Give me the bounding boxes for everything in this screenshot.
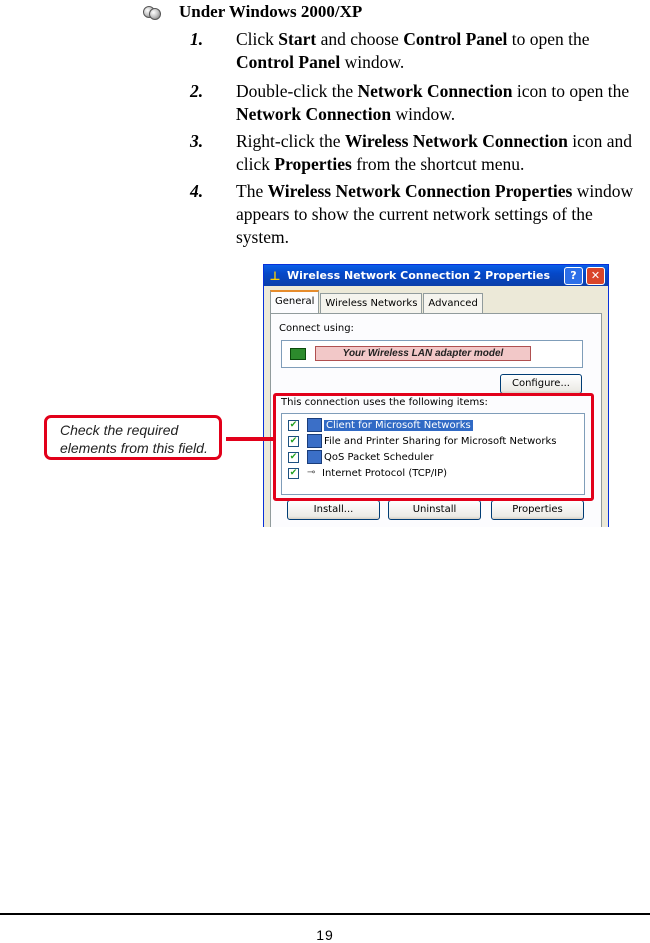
step-number: 2.	[190, 81, 204, 101]
network-connection-icon: ⊥	[269, 268, 281, 283]
bold-term: Network Connection	[236, 104, 392, 124]
items-list-label: This connection uses the following items:	[281, 397, 488, 408]
step-3	[190, 130, 635, 176]
step-2	[190, 80, 635, 126]
checkbox[interactable]: ✔	[289, 435, 298, 446]
step-text	[236, 180, 635, 249]
bold-term: Properties	[274, 154, 352, 174]
step-text-run: The	[236, 181, 268, 201]
step-1	[190, 28, 635, 74]
highlight-box	[273, 393, 594, 501]
checkbox[interactable]: ✔	[289, 451, 298, 462]
step-text-run: to open the	[507, 29, 590, 49]
bold-term: Control Panel	[236, 52, 341, 72]
footer-rule	[0, 913, 650, 915]
step-number: 4.	[190, 181, 204, 201]
section-heading	[143, 2, 362, 22]
step-text	[236, 130, 635, 176]
configure-button[interactable]: Configure...	[500, 374, 582, 394]
checkbox[interactable]: ✔	[289, 419, 298, 430]
help-button[interactable]: ?	[564, 267, 583, 285]
protocol-icon: ⊸	[307, 467, 316, 478]
step-number: 1.	[190, 29, 204, 49]
double-ball-bullet-icon	[143, 5, 161, 19]
bold-term: Start	[278, 29, 317, 49]
step-text-run: Click	[236, 29, 279, 49]
step-text-run: window appears to show the current network settings of the system.	[236, 181, 634, 247]
item-label: Internet Protocol (TCP/IP)	[322, 467, 448, 479]
tab-advanced[interactable]: Advanced	[423, 293, 482, 314]
step-text-run: and choose	[316, 29, 404, 49]
dialog-titlebar	[264, 265, 608, 286]
bold-term: Wireless Network Connection	[344, 131, 568, 151]
callout-note: Check the required elements from this field.	[44, 415, 222, 460]
callout-connector	[226, 437, 276, 441]
dialog-title: Wireless Network Connection 2 Properties	[287, 269, 551, 282]
adapter-field	[281, 340, 583, 368]
page-number: 19	[316, 927, 334, 943]
step-text-run: icon and click	[236, 131, 632, 174]
section-heading-text: Under Windows 2000/XP	[179, 2, 363, 21]
adapter-name: Your Wireless LAN adapter model	[315, 346, 531, 361]
step-text-run: window.	[391, 104, 456, 124]
connect-using-label: Connect using:	[279, 323, 354, 334]
step-text	[236, 28, 635, 74]
uninstall-button[interactable]: Uninstall	[388, 500, 481, 520]
network-adapter-icon	[290, 348, 306, 360]
properties-button[interactable]: Properties	[491, 500, 584, 520]
tab-general[interactable]: General	[270, 290, 319, 315]
step-text-run: icon to open the	[512, 81, 630, 101]
bold-term: Wireless Network Connection Properties	[267, 181, 573, 201]
checkbox[interactable]: ✔	[289, 467, 298, 478]
step-text-run: Right-click the	[236, 131, 345, 151]
step-text-run: Double-click the	[236, 81, 358, 101]
step-text	[236, 80, 635, 126]
item-label: Client for Microsoft Networks	[326, 419, 471, 431]
step-4	[190, 180, 635, 249]
item-label: File and Printer Sharing for Microsoft Networks	[324, 435, 557, 447]
step-text-run: window.	[340, 52, 405, 72]
install-button[interactable]: Install...	[287, 500, 380, 520]
bold-term: Control Panel	[403, 29, 508, 49]
step-number: 3.	[190, 131, 204, 151]
tab-wireless-networks[interactable]: Wireless Networks	[320, 293, 422, 314]
close-button[interactable]: ✕	[586, 267, 605, 285]
bold-term: Network Connection	[357, 81, 513, 101]
tab-bar	[270, 293, 484, 315]
step-text-run: from the shortcut menu.	[351, 154, 525, 174]
item-label: QoS Packet Scheduler	[324, 451, 434, 463]
